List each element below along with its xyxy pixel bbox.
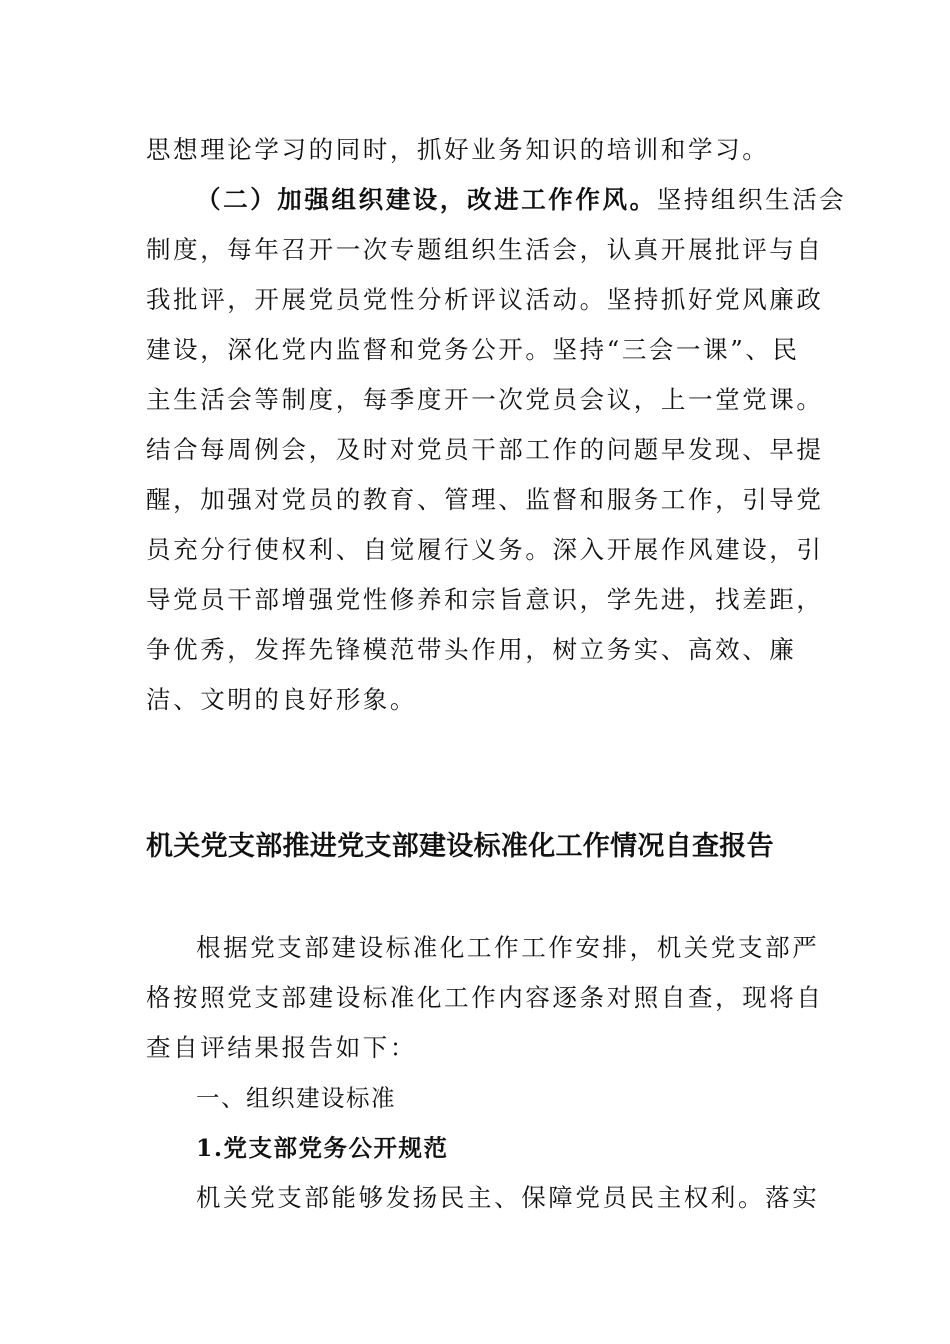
paragraph-line: 制度，每年召开一次专题组织生活会，认真开展批评与自: [146, 235, 824, 264]
paragraph-line: 洁、文明的良好形象。: [146, 685, 417, 714]
paragraph-line: 我批评，开展党员党性分析评议活动。坚持抓好党风廉政: [146, 285, 824, 314]
report-title: 机关党支部推进党支部建设标准化工作情况自查报告: [146, 831, 774, 862]
paragraph-line: 导党员干部增强党性修养和宗旨意识，学先进，找差距，: [146, 585, 824, 614]
subheading-rest: 坚持组织生活会: [656, 185, 847, 214]
paragraph-line: 结合每周例会，及时对党员干部工作的问题早发现、早提: [146, 435, 824, 464]
intro-line: 格按照党支部建设标准化工作内容逐条对照自查，现将自: [146, 983, 824, 1012]
paragraph-line: 建设，深化党内监督和党务公开。坚持“三会一课”、民: [146, 335, 800, 364]
paragraph-line: 思想理论学习的同时，抓好业务知识的培训和学习。: [146, 135, 770, 164]
paragraph-line: 争优秀，发挥先锋模范带头作用，树立务实、高效、廉: [146, 635, 797, 664]
subsection-heading: 1.党支部党务公开规范: [196, 1134, 449, 1162]
section-heading: 一、组织建设标准: [196, 1084, 396, 1112]
paragraph-line: 主生活会等制度，每季度开一次党员会议，上一堂党课。: [146, 385, 824, 414]
paragraph-line: 员充分行使权利、自觉履行义务。深入开展作风建设，引: [146, 535, 824, 564]
intro-line: 根据党支部建设标准化工作工作安排，机关党支部严: [196, 933, 820, 962]
subheading-bold: （二）加强组织建设，改进工作作风。: [196, 185, 657, 214]
body-line: 机关党支部能够发扬民主、保障党员民主权利。落实: [196, 1183, 820, 1212]
paragraph-line: 醒，加强对党员的教育、管理、监督和服务工作，引导党: [146, 485, 824, 514]
subheading-line: [196, 185, 847, 215]
intro-line: 查自评结果报告如下：: [146, 1033, 417, 1062]
